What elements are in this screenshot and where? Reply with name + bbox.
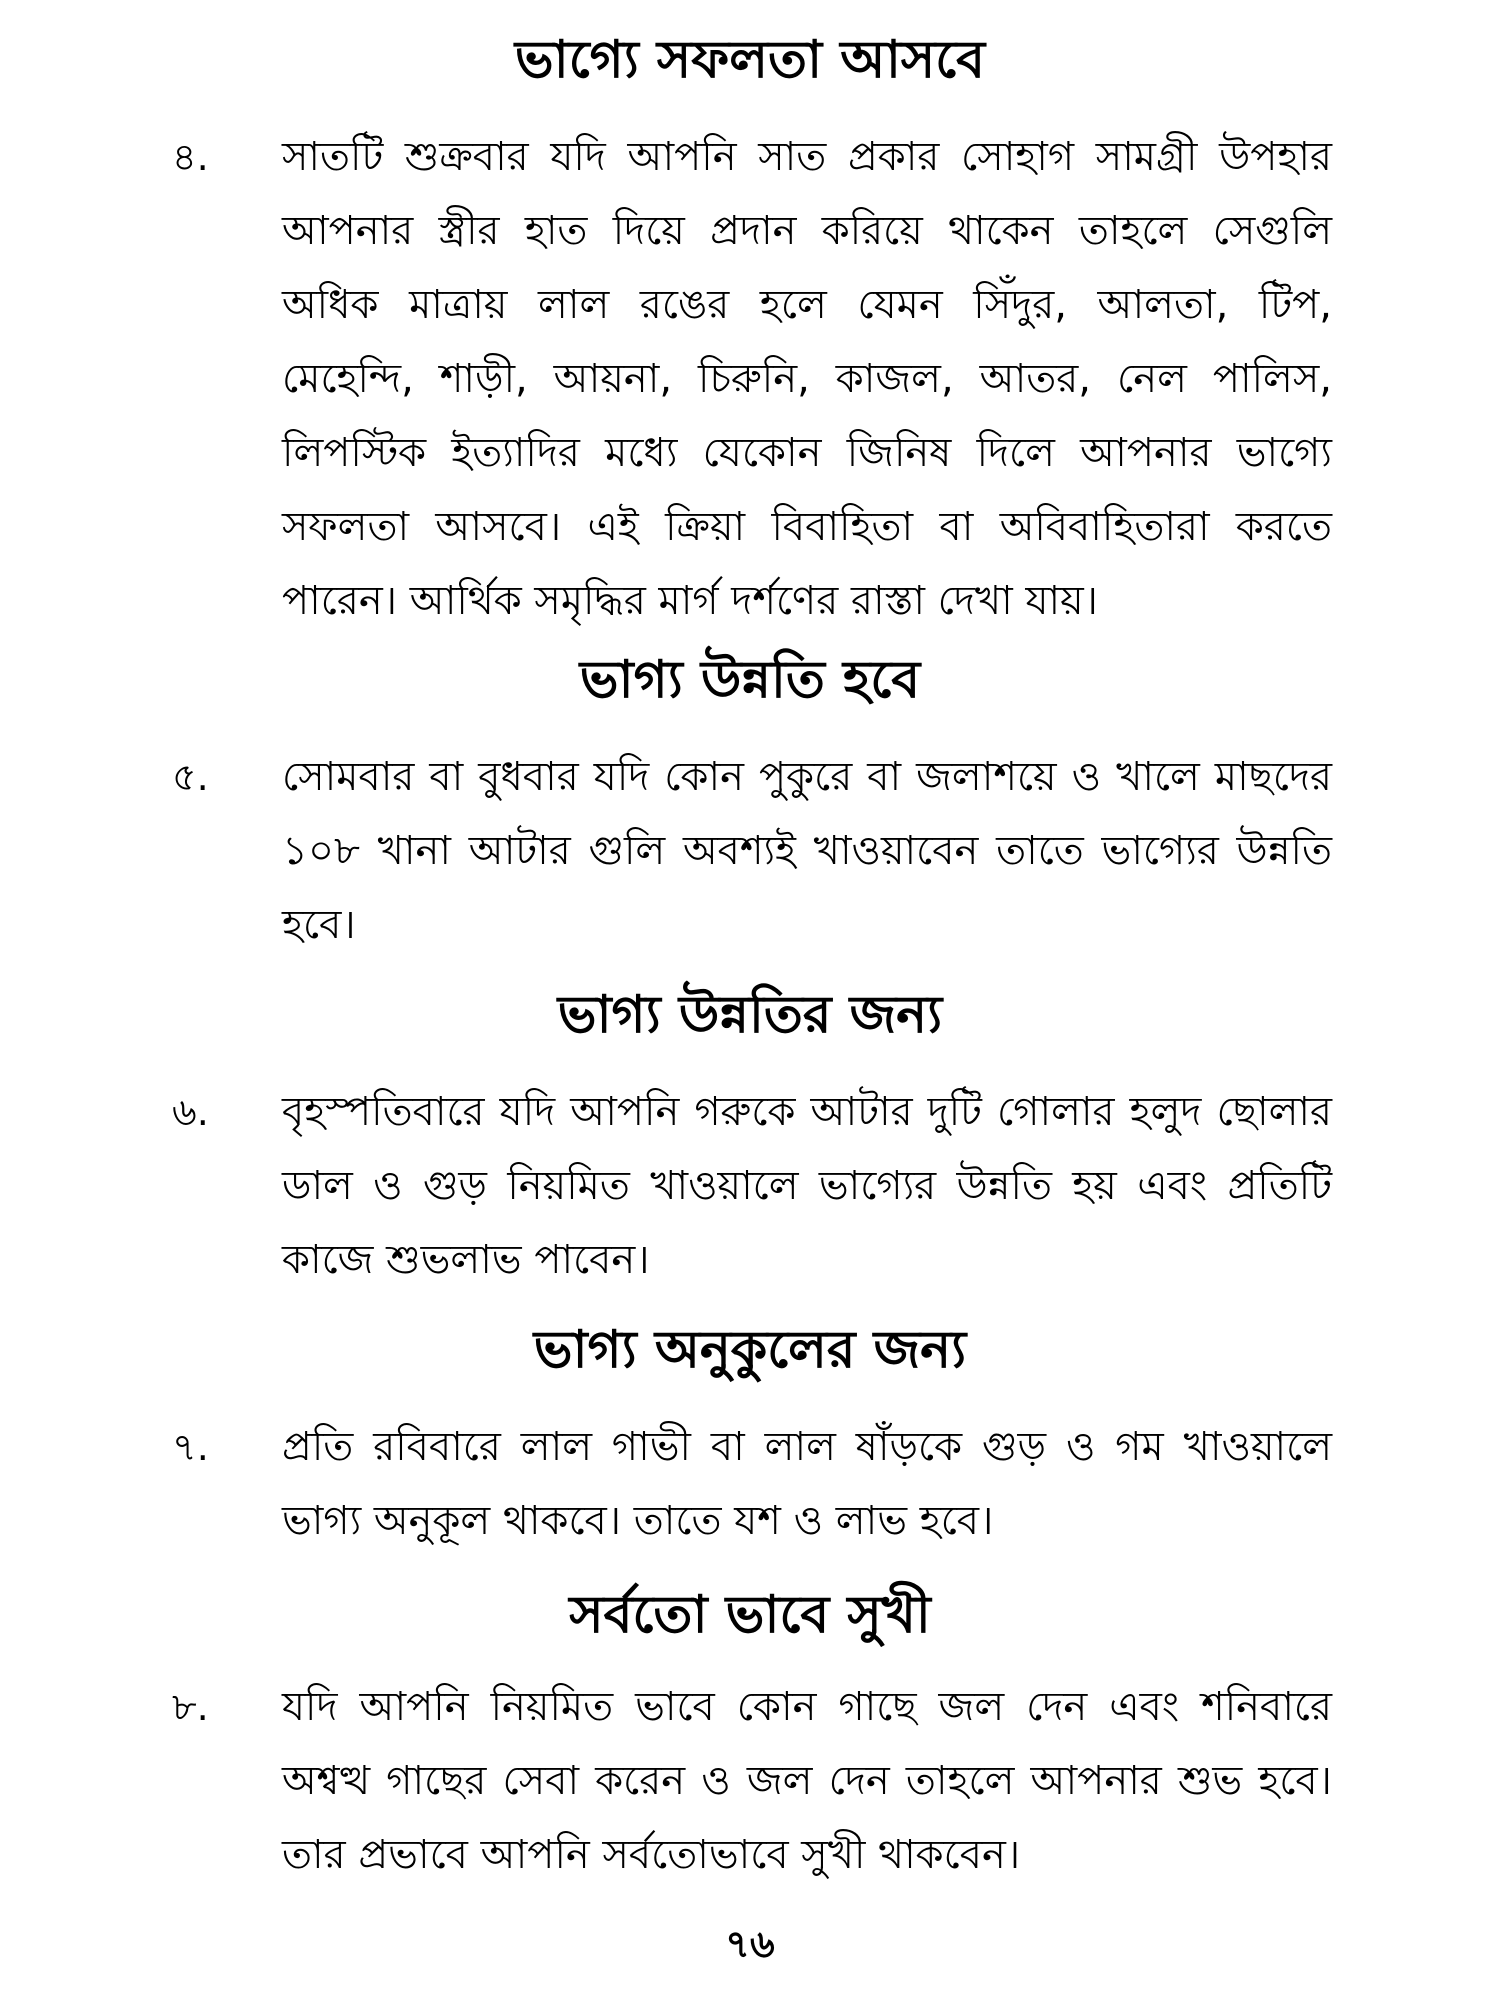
section-heading-luck-improvement: ভাগ্য উন্নতির জন্য [557, 985, 943, 1045]
item-number: ৮. [172, 1685, 209, 1729]
section-heading-happiness: সর্বতো ভাবে সুখী [569, 1585, 931, 1645]
item-paragraph: সোমবার বা বুধবার যদি কোন পুকুরে বা জলাশয়ে ও খালে মাছদের ১০৮ খানা আটার গুলি অবশ্যই খাওয়াবেন তাতে ভাগ্যের উন্নতি হবে। [282, 754, 1332, 948]
item-paragraph: সাতটি শুক্রবার যদি আপনি সাত প্রকার সোহাগ সামগ্রী উপহার আপনার স্ত্রীর হাত দিয়ে প্রদান করিয়ে থাকেন তাহলে সেগুলি অধিক মাত্রায় লাল রঙের হলে যেমন সিঁদুর, আলতা, টিপ, মেহেন্দি, শাড়ী, আয়না, চিরুনি, কাজল, আতর, নেল পালিস, লিপস্টিক ইত্যাদির মধ্যে যেকোন জিনিষ দিলে আপনার ভাগ্যে সফলতা আসবে। এই ক্রিয়া বিবাহিতা বা অবিবাহিতারা করতে পারেন। আর্থিক সমৃদ্ধির মার্গ দর্শণের রাস্তা দেখা যায়। [282, 134, 1332, 624]
item-number: ৬. [172, 1090, 209, 1134]
section-heading-luck-favour: ভাগ্য অনুকুলের জন্য [533, 1320, 967, 1380]
item-number: ৭. [172, 1425, 209, 1469]
item-paragraph: যদি আপনি নিয়মিত ভাবে কোন গাছে জল দেন এবং শনিবারে অশ্বত্থ গাছের সেবা করেন ও জল দেন তাহলে আপনার শুভ হবে। তার প্রভাবে আপনি সর্বতোভাবে সুখী থাকবেন। [282, 1684, 1332, 1878]
item-number: ৫. [172, 755, 209, 799]
section-heading-success: ভাগ্যে সফলতা আসবে [514, 30, 986, 90]
section-heading-luck-improve: ভাগ্য উন্নতি হবে [579, 650, 921, 710]
item-paragraph: প্রতি রবিবারে লাল গাভী বা লাল ষাঁড়কে গুড় ও গম খাওয়ালে ভাগ্য অনুকূল থাকবে। তাতে যশ ও লাভ হবে। [282, 1424, 1332, 1544]
item-number: ৪. [172, 135, 209, 179]
item-paragraph: বৃহস্পতিবারে যদি আপনি গরুকে আটার দুটি গোলার হলুদ ছোলার ডাল ও গুড় নিয়মিত খাওয়ালে ভাগ্যের উন্নতি হয় এবং প্রতিটি কাজে শুভলাভ পাবেন। [282, 1089, 1332, 1283]
page-number: ৭৬ [725, 1922, 775, 1966]
